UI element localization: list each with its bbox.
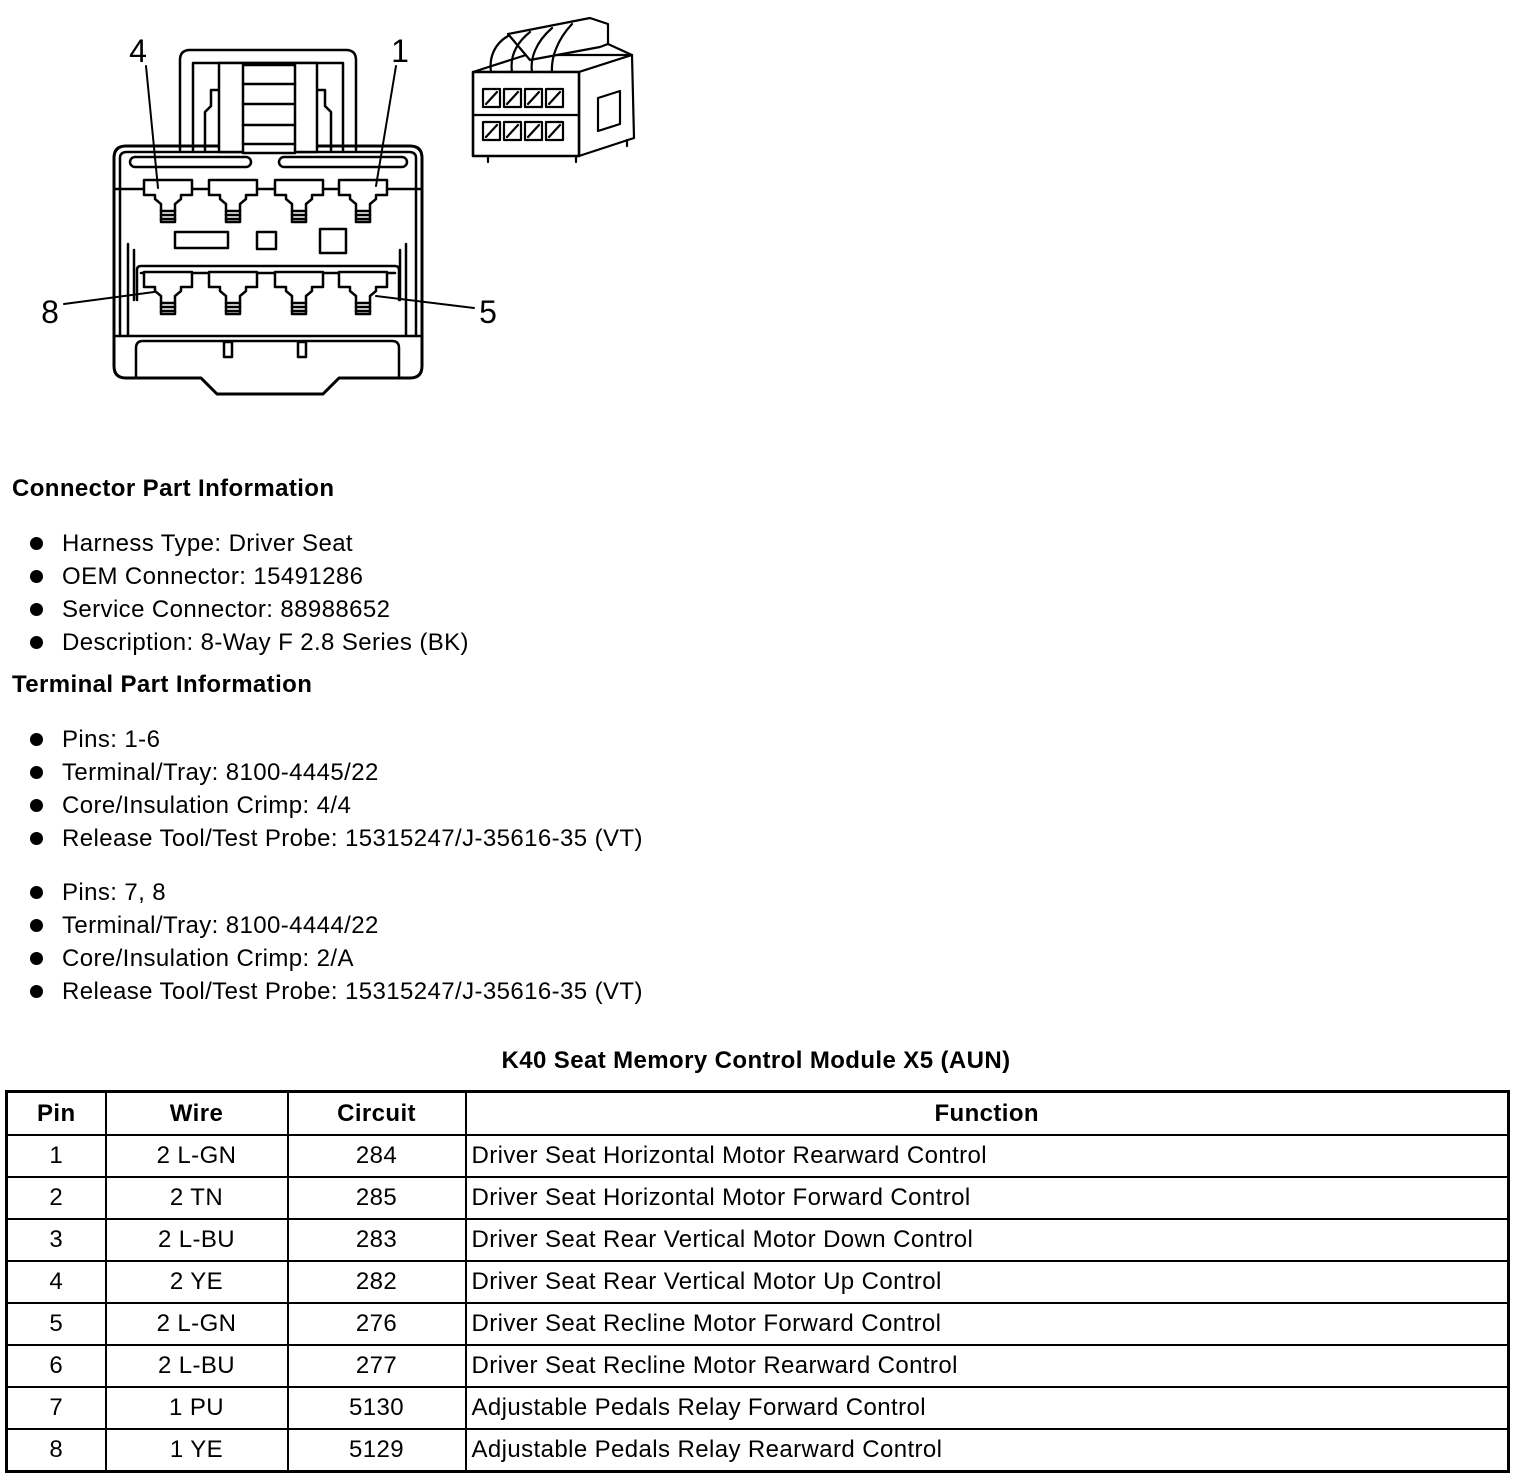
- pin-cell: 1: [7, 1135, 106, 1177]
- column-header-pin: Pin: [7, 1092, 106, 1136]
- circuit-cell: 282: [288, 1261, 466, 1303]
- connector-figure: [0, 0, 700, 430]
- list-item-text: Release Tool/Test Probe: 15315247/J-35616-35 (VT): [62, 824, 643, 852]
- circuit-cell: 5129: [288, 1429, 466, 1472]
- list-item: [0, 789, 760, 822]
- wire-cell: 2 YE: [106, 1261, 288, 1303]
- table-row: [7, 1177, 1509, 1219]
- table-header-row: [7, 1092, 1509, 1136]
- list-item-text: OEM Connector: 15491286: [62, 562, 364, 590]
- table-row: [7, 1387, 1509, 1429]
- bullet-icon: [30, 603, 43, 616]
- list-item-text: Terminal/Tray: 8100-4444/22: [62, 911, 379, 939]
- bullet-icon: [30, 733, 43, 746]
- callout-pin-5: 5: [479, 294, 497, 330]
- circuit-cell: 5130: [288, 1387, 466, 1429]
- list-item-text: Description: 8-Way F 2.8 Series (BK): [62, 628, 469, 656]
- function-cell: Driver Seat Horizontal Motor Rearward Control: [466, 1135, 1509, 1177]
- list-item-text: Terminal/Tray: 8100-4445/22: [62, 758, 379, 786]
- wire-cell: 1 PU: [106, 1387, 288, 1429]
- column-header-wire: Wire: [106, 1092, 288, 1136]
- list-item: [0, 527, 760, 560]
- list-item-text: Release Tool/Test Probe: 15315247/J-35616-35 (VT): [62, 977, 643, 1005]
- function-cell: Driver Seat Recline Motor Rearward Control: [466, 1345, 1509, 1387]
- function-cell: Driver Seat Horizontal Motor Forward Control: [466, 1177, 1509, 1219]
- list-item-text: Harness Type: Driver Seat: [62, 529, 354, 557]
- list-item-text: Core/Insulation Crimp: 4/4: [62, 791, 352, 819]
- list-item: [0, 975, 760, 1008]
- iso-latch-edge: [608, 44, 632, 55]
- section-heading-terminal-part-info: Terminal Part Information: [12, 670, 313, 698]
- pin-cell: 8: [7, 1429, 106, 1472]
- bullet-icon: [30, 952, 43, 965]
- circuit-cell: 284: [288, 1135, 466, 1177]
- wire-cell: 2 L-BU: [106, 1345, 288, 1387]
- pin-cell: 5: [7, 1303, 106, 1345]
- list-item: [0, 822, 760, 855]
- function-cell: Adjustable Pedals Relay Forward Control: [466, 1387, 1509, 1429]
- wire-cell: 1 YE: [106, 1429, 288, 1472]
- table-row: [7, 1261, 1509, 1303]
- wire-cell: 2 L-GN: [106, 1303, 288, 1345]
- table-row: [7, 1303, 1509, 1345]
- circuit-cell: 285: [288, 1177, 466, 1219]
- list-item: [0, 876, 760, 909]
- iso-right-face: [579, 55, 634, 156]
- function-cell: Driver Seat Rear Vertical Motor Up Control: [466, 1261, 1509, 1303]
- list-item: [0, 756, 760, 789]
- table-row: [7, 1345, 1509, 1387]
- table-row: [7, 1429, 1509, 1472]
- function-cell: Driver Seat Rear Vertical Motor Down Control: [466, 1219, 1509, 1261]
- connector-isometric-view: [473, 18, 634, 162]
- circuit-cell: 277: [288, 1345, 466, 1387]
- bullet-icon: [30, 636, 43, 649]
- pin-cell: 3: [7, 1219, 106, 1261]
- pinout-table: [5, 1090, 1510, 1473]
- latch-hook-right: [317, 90, 331, 150]
- function-cell: Adjustable Pedals Relay Rearward Control: [466, 1429, 1509, 1472]
- list-item: [0, 593, 760, 626]
- list-item: [0, 942, 760, 975]
- list-item: [0, 560, 760, 593]
- list-item: [0, 909, 760, 942]
- pin-cell: 4: [7, 1261, 106, 1303]
- table-title: K40 Seat Memory Control Module X5 (AUN): [501, 1046, 1011, 1074]
- callout-pin-1: 1: [391, 33, 409, 69]
- section-heading-connector-part-info: Connector Part Information: [12, 474, 335, 502]
- list-item-text: Pins: 7, 8: [62, 878, 167, 906]
- connector-face-view: [64, 50, 474, 394]
- bullet-icon: [30, 799, 43, 812]
- list-item-text: Core/Insulation Crimp: 2/A: [62, 944, 354, 972]
- pin-cell: 7: [7, 1387, 106, 1429]
- bullet-icon: [30, 919, 43, 932]
- wire-cell: 2 L-GN: [106, 1135, 288, 1177]
- latch-hook-left: [205, 90, 219, 150]
- bullet-icon: [30, 985, 43, 998]
- list-item-text: Pins: 1-6: [62, 725, 161, 753]
- list-item: [0, 626, 760, 659]
- circuit-cell: 283: [288, 1219, 466, 1261]
- bullet-icon: [30, 766, 43, 779]
- callout-pin-8: 8: [41, 294, 59, 330]
- table-row: [7, 1135, 1509, 1177]
- connector-part-info-list: [0, 527, 760, 659]
- column-header-circuit: Circuit: [288, 1092, 466, 1136]
- wire-cell: 2 TN: [106, 1177, 288, 1219]
- wire-cell: 2 L-BU: [106, 1219, 288, 1261]
- bullet-icon: [30, 537, 43, 550]
- pin-cell: 6: [7, 1345, 106, 1387]
- bullet-icon: [30, 886, 43, 899]
- terminal-part-info-list-pins-7-8: [0, 876, 760, 1008]
- terminal-part-info-list-pins-1-6: [0, 723, 760, 855]
- list-item: [0, 723, 760, 756]
- bullet-icon: [30, 570, 43, 583]
- callout-pin-4: 4: [129, 33, 147, 69]
- table-row: [7, 1219, 1509, 1261]
- column-header-function: Function: [466, 1092, 1509, 1136]
- circuit-cell: 276: [288, 1303, 466, 1345]
- list-item-text: Service Connector: 88988652: [62, 595, 391, 623]
- bullet-icon: [30, 832, 43, 845]
- function-cell: Driver Seat Recline Motor Forward Control: [466, 1303, 1509, 1345]
- latch-release-tab: [243, 65, 295, 153]
- pin-cell: 2: [7, 1177, 106, 1219]
